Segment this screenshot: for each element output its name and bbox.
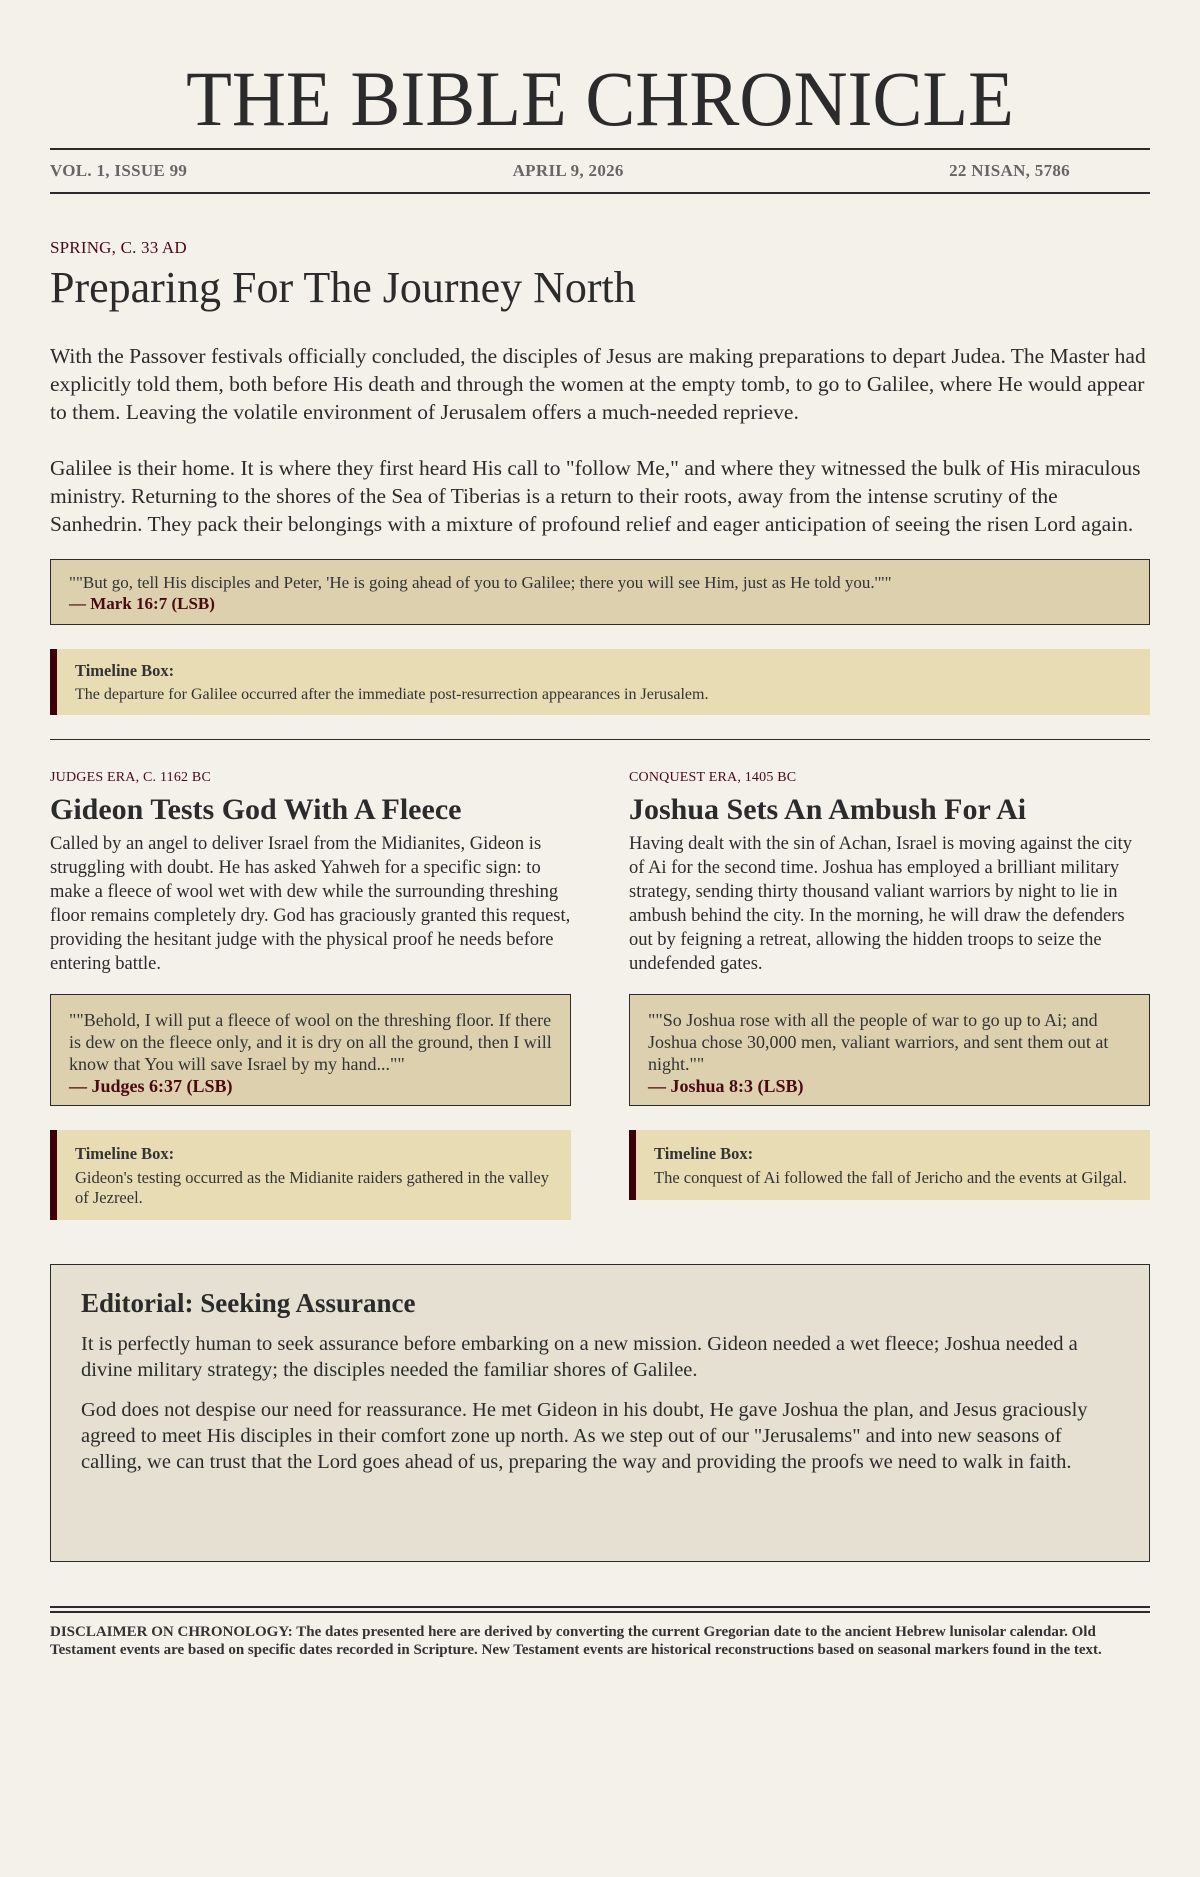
right-article [629,770,1150,1220]
newspaper-page [50,0,1150,1659]
editorial-box [50,1264,1150,1562]
page-footer [50,1606,1150,1659]
two-column-section [50,770,1150,1220]
main-article-headline: Preparing For The Journey North [50,263,636,312]
scripture-quote-text: ""But go, tell His disciples and Peter, 'He is going ahead of you to Galilee; there you will see Him, just as He told you.'"" [69,573,892,592]
timeline-box [50,1130,571,1220]
hebrew-date: 22 NISAN, 5786 [949,161,1070,180]
main-article-body [50,342,1150,538]
timeline-box-label: Timeline Box: [654,1144,754,1163]
main-article-paragraph: With the Passover festivals officially concluded, the disciples of Jesus are making preparations to depart Judea. The Master had explicitly told them, both before His death and through the women at the empty tomb, to go to Galilee, where He would appear to them. Leaving the volatile environment of Jerusalem offers a much-needed reprieve. [50,344,1146,424]
masthead [50,54,1150,194]
scripture-citation: — Mark 16:7 (LSB) [69,594,215,613]
scripture-quote-box [629,994,1150,1106]
scripture-quote-box [50,559,1150,625]
issue-volume: VOL. 1, ISSUE 99 [50,161,188,180]
masthead-title: THE BIBLE CHRONICLE [186,55,1014,142]
editorial-paragraph: God does not despise our need for reassurance. He met Gideon in his doubt, He gave Joshua the plan, and Jesus graciously agreed to meet His disciples in their comfort zone up north. As we step out of our "Jerusalems" and into new seasons of calling, we can trust that the Lord goes ahead of us, preparing the way and providing the proofs we need to walk in faith. [81,1399,1088,1473]
timeline-box [629,1130,1150,1200]
left-article-kicker: JUDGES ERA, C. 1162 BC [50,770,212,785]
timeline-box [50,649,1150,715]
scripture-quote-box [50,994,571,1106]
main-article-paragraph: Galilee is their home. It is where they first heard His call to "follow Me," and where they witnessed the bulk of His miraculous ministry. Returning to the shores of the Sea of Tiberias is a return to their roots, away from the intense scrutiny of the Sanhedrin. They pack their belongings with a mixture of profound relief and eager anticipation of seeing the risen Lord again. [50,456,1141,536]
main-article-kicker: SPRING, C. 33 AD [50,238,187,257]
footer-double-rule [50,1606,1150,1613]
issue-date: APRIL 9, 2026 [512,161,624,180]
timeline-box-text: The conquest of Ai followed the fall of Jericho and the events at Gilgal. [654,1168,1127,1187]
left-article-headline: Gideon Tests God With A Fleece [50,793,462,826]
editorial-paragraph: It is perfectly human to seek assurance before embarking on a new mission. Gideon needed a wet fleece; Joshua needed a divine military strategy; the disciples needed the familiar shores of Galilee. [81,1333,1078,1381]
main-article [50,238,1150,715]
right-article-kicker: CONQUEST ERA, 1405 BC [629,770,797,785]
editorial-title: Editorial: Seeking Assurance [81,1288,416,1318]
masthead-meta [50,148,1150,194]
timeline-box-label: Timeline Box: [75,1144,175,1163]
scripture-quote-text: ""So Joshua rose with all the people of war to go up to Ai; and Joshua chose 30,000 men, valiant warriors, and sent them out at night."" [648,1010,1109,1074]
timeline-box-text: Gideon's testing occurred as the Midianite raiders gathered in the valley of Jezreel. [75,1168,549,1207]
scripture-citation: — Joshua 8:3 (LSB) [648,1076,804,1096]
right-article-headline: Joshua Sets An Ambush For Ai [629,793,1027,826]
scripture-citation: — Judges 6:37 (LSB) [69,1076,233,1096]
timeline-box-label: Timeline Box: [75,661,175,680]
scripture-quote-text: ""Behold, I will put a fleece of wool on the threshing floor. If there is dew on the fleece only, and it is dry on all the ground, then I will know that You will save Israel by my hand..."" [69,1010,552,1074]
left-article [50,770,571,1220]
timeline-box-text: The departure for Galilee occurred after the immediate post-resurrection appearances in Jerusalem. [75,686,709,703]
chronology-disclaimer: DISCLAIMER ON CHRONOLOGY: The dates presented here are derived by converting the current Gregorian date to the ancient Hebrew lunisolar calendar. Old Testament events are based on specific dates recorded in Scripture. New Testament events are historical reconstructions based on seasonal markers found in the text. [50,1624,1102,1658]
left-article-body: Called by an angel to deliver Israel from the Midianites, Gideon is struggling with doubt. He has asked Yahweh for a specific sign: to make a fleece of wool wet with dew while the surrounding threshing floor remains completely dry. God has graciously granted this request, providing the hesitant judge with the physical proof he needs before entering battle. [50,834,571,974]
section-divider [50,739,1150,740]
right-article-body: Having dealt with the sin of Achan, Israel is moving against the city of Ai for the second time. Joshua has employed a brilliant military strategy, sending thirty thousand valiant warriors by night to lie in ambush behind the city. In the morning, he will draw the defenders out by feigning a retreat, allowing the hidden troops to seize the undefended gates. [629,834,1132,974]
